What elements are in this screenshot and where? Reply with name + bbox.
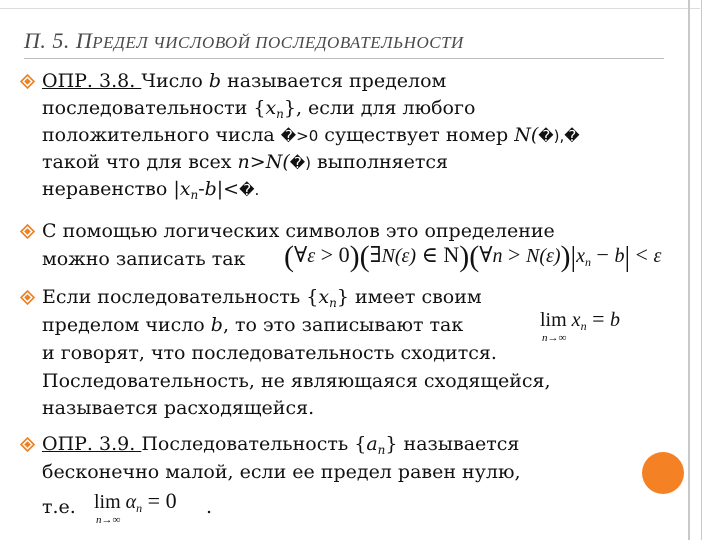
decorative-orange-circle — [642, 452, 684, 494]
less-than: < — [630, 242, 654, 267]
garbled-epsilon-glyph: �>0 — [280, 127, 319, 145]
def-3-8-line-1 — [42, 68, 446, 94]
def-3-9-period: . — [206, 496, 213, 518]
var-x: x — [576, 245, 586, 267]
exists-symbol: ∃ — [369, 242, 382, 267]
slide-title-rest: РЕДЕЛ ЧИСЛОВОЙ ПОСЛЕДОВАТЕЛЬНОСТИ — [92, 33, 464, 52]
text: существует номер — [318, 124, 515, 146]
text: |< — [216, 178, 240, 200]
paren: ) — [349, 240, 360, 273]
element-of: ∈ — [416, 242, 444, 267]
convergence-line-2 — [42, 312, 463, 338]
text: > — [502, 242, 526, 267]
logic-definition-formula — [284, 240, 661, 274]
minus: − — [591, 242, 615, 267]
text: называется пределом — [221, 70, 447, 92]
top-border-line — [0, 8, 700, 9]
var-x: x — [318, 286, 330, 308]
subscript-n: n — [276, 107, 284, 121]
var-n-gt-N: n>N( — [237, 151, 290, 173]
text: Число — [141, 70, 209, 92]
bullet-diamond-icon — [20, 224, 35, 239]
def-3-8-line-4 — [42, 149, 448, 176]
right-border-line-thin — [701, 0, 702, 540]
lim-subscript: n→∞ — [96, 514, 121, 526]
forall-symbol: ∀ — [294, 242, 308, 267]
garbled-epsilon-glyph: �),� — [538, 127, 580, 145]
text: > 0 — [315, 242, 350, 267]
var-b: b — [609, 309, 620, 331]
text: последовательности { — [42, 97, 266, 119]
def-3-8-label: ОПР. 3.8. — [42, 70, 142, 92]
def-3-9-label: ОПР. 3.9. — [42, 433, 142, 455]
var-N: N — [381, 245, 395, 267]
forall-symbol: ∀ — [479, 242, 493, 267]
slide-title-prefix: П. 5. П — [24, 28, 93, 53]
text: }, если для любого — [283, 97, 476, 119]
text: } называется — [385, 433, 520, 455]
convergence-line-5: называется расходящейся. — [42, 397, 315, 419]
naturals-set: N — [443, 242, 460, 267]
def-3-8-line-3 — [42, 122, 580, 149]
var-x: x — [265, 97, 277, 119]
limit-equals-b-formula — [540, 306, 650, 346]
limit-alpha-zero-formula — [94, 488, 214, 528]
abs-bar: | — [570, 242, 577, 273]
paren: ) — [560, 240, 571, 273]
lim-operator: lim — [540, 309, 567, 331]
var-b: b — [210, 314, 223, 336]
var-b: b — [204, 178, 217, 200]
title-underline — [24, 58, 664, 59]
epsilon: ε — [307, 245, 316, 267]
var-N: N( — [514, 124, 539, 146]
lim-subscript: n→∞ — [542, 332, 567, 344]
epsilon-arg: (ε) — [539, 245, 561, 267]
subscript-n: n — [329, 296, 337, 310]
text-te: т.е. — [42, 496, 76, 518]
def-3-9-line-2: бесконечно малой, если ее предел равен нулю, — [42, 461, 521, 483]
text: Если последовательность { — [42, 286, 319, 308]
equals: = — [586, 306, 610, 331]
var-b: b — [614, 245, 625, 267]
text: Последовательность { — [141, 433, 367, 455]
text: , то это записывают так — [222, 314, 464, 336]
subscript-n: n — [580, 319, 587, 333]
text: выполняется — [310, 151, 449, 173]
var-b: b — [208, 70, 222, 92]
paren: ( — [284, 240, 294, 273]
slide-title — [24, 28, 464, 54]
var-n: n — [492, 245, 503, 267]
equals-zero: = 0 — [142, 488, 177, 513]
paren: ( — [469, 240, 480, 273]
convergence-line-4: Последовательность, не являющаяся сходящейся, — [42, 370, 551, 392]
right-border-line — [688, 0, 690, 540]
epsilon-arg: (ε) — [394, 245, 417, 267]
paren: ( — [359, 240, 370, 273]
subscript-n: n — [377, 443, 386, 457]
subscript-n: n — [190, 188, 199, 202]
logic-intro-line-1: С помощью логических символов это определение — [42, 220, 555, 242]
text: - — [198, 178, 205, 200]
epsilon: ε — [653, 245, 662, 267]
text: такой что для всех — [42, 151, 238, 173]
abs-bar: | — [624, 242, 631, 273]
subscript-n: n — [136, 501, 143, 515]
alpha: α — [125, 491, 137, 513]
text: положительного числа — [42, 124, 281, 146]
bullet-diamond-icon — [20, 74, 35, 89]
garbled-epsilon-glyph: �. — [239, 181, 260, 199]
def-3-9-line-3 — [42, 494, 76, 520]
convergence-line-3: и говорят, что последовательность сходится. — [42, 342, 497, 364]
text: пределом число — [42, 314, 211, 336]
var-N: N — [525, 245, 540, 267]
def-3-8-line-5 — [42, 176, 259, 208]
text: } имеет своим — [336, 286, 482, 308]
garbled-epsilon-glyph: �) — [289, 154, 311, 172]
bullet-diamond-icon — [20, 290, 35, 305]
subscript-n: n — [585, 255, 592, 269]
var-a: a — [366, 433, 378, 455]
var-x: x — [571, 309, 581, 331]
lim-operator: lim — [94, 491, 121, 513]
var-x: x — [179, 178, 191, 200]
text: неравенство | — [42, 178, 180, 200]
logic-intro-line-2: можно записать так — [42, 248, 246, 270]
bullet-diamond-icon — [20, 437, 35, 452]
paren: ) — [459, 240, 470, 273]
